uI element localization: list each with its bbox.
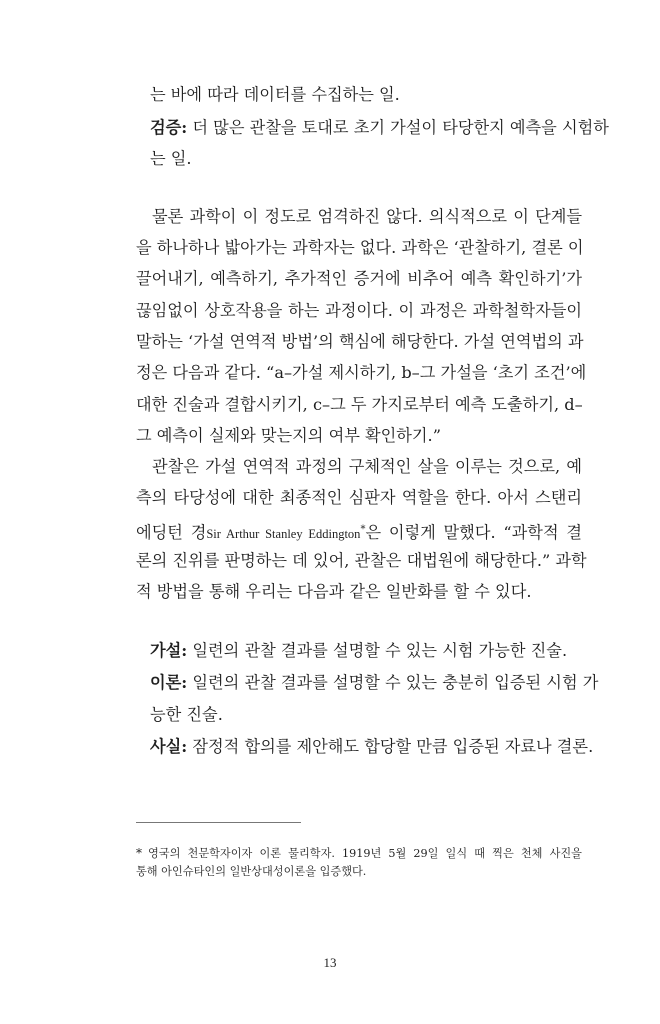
paragraph2-line-with-name <box>136 519 582 545</box>
paragraph1-line: 물론 과학이 이 정도로 엄격하진 않다. 의식적으로 이 단계들 <box>152 207 582 226</box>
hypothesis-definition <box>150 640 582 662</box>
paragraph2-line: 관찰은 가설 연역적 과정의 구체적인 살을 이루는 것으로, 예 <box>152 457 582 476</box>
paragraph1-line: 끌어내기, 예측하기, 추가적인 증거에 비추어 예측 확인하기’가 <box>136 269 582 288</box>
paragraph2-line: 론의 진위를 판명하는 데 있어, 관찰은 대법원에 해당한다.” 과학 <box>136 551 587 570</box>
paragraph1-line: 그 예측이 실제와 맞는지의 여부 확인하기.” <box>136 426 441 445</box>
verification-text-line1: 더 많은 관찰을 토대로 초기 가설이 타당한지 예측을 시험하 <box>187 118 609 137</box>
hypothesis-text: 일련의 관찰 결과를 설명할 수 있는 시험 가능한 진술. <box>187 641 568 660</box>
theory-text-line1: 일련의 관찰 결과를 설명할 수 있는 충분히 입증된 시험 가 <box>187 673 599 692</box>
footnote-reference-mark: * <box>360 524 366 535</box>
verification-term: 검증: <box>150 118 188 137</box>
fact-definition <box>150 736 594 758</box>
verification-text-line2: 는 일. <box>150 149 192 168</box>
page-number: 13 <box>323 955 337 970</box>
eddington-quote-start: 은 이렇게 말했다. “과학적 결 <box>365 523 582 542</box>
eddington-korean-name: 에딩턴 경 <box>136 523 207 542</box>
paragraph1-line: 끊임없이 상호작용을 하는 과정이다. 이 과정은 과학철학자들이 <box>136 301 582 320</box>
theory-term: 이론: <box>150 673 188 692</box>
hypothesis-term: 가설: <box>150 641 188 660</box>
paragraph1-line: 대한 진술과 결합시키기, c–그 두 가지로부터 예측 도출하기, d– <box>136 395 583 414</box>
eddington-latin-name: Sir Arthur Stanley Eddington <box>206 527 361 541</box>
fact-text: 잠정적 합의를 제안해도 합당할 만큼 입증된 자료나 결론. <box>187 737 594 756</box>
paragraph1-line: 을 하나하나 밟아가는 과학자는 없다. 과학은 ‘관찰하기, 결론 이 <box>136 238 584 257</box>
paragraph2-line: 적 방법을 통해 우리는 다음과 같은 일반화를 할 수 있다. <box>136 582 532 601</box>
paragraph2-line: 측의 타당성에 대한 최종적인 심판자 역할을 한다. 아서 스탠리 <box>136 488 582 507</box>
footnote-divider <box>136 822 301 823</box>
footnote-mark: * <box>136 846 142 860</box>
verification-definition <box>150 117 609 139</box>
data-collection-definition-tail: 는 바에 따라 데이터를 수집하는 일. <box>150 85 400 104</box>
footnote-text-line1: 영국의 천문학자이자 이론 물리학자. 1919년 5월 29일 일식 때 찍은 천체 사진을 <box>148 847 582 860</box>
footnote-line2: 통해 아인슈타인의 일반상대성이론을 입증했다. <box>136 865 367 878</box>
theory-definition <box>150 672 599 694</box>
theory-text-line2: 능한 진술. <box>150 705 223 724</box>
fact-term: 사실: <box>150 737 188 756</box>
paragraph1-line: 말하는 ‘가설 연역적 방법’의 핵심에 해당한다. 가설 연역법의 과 <box>136 332 584 351</box>
footnote-line1 <box>136 845 582 862</box>
paragraph1-line: 정은 다음과 같다. “a–가설 제시하기, b–그 가설을 ‘초기 조건’에 <box>136 363 587 382</box>
